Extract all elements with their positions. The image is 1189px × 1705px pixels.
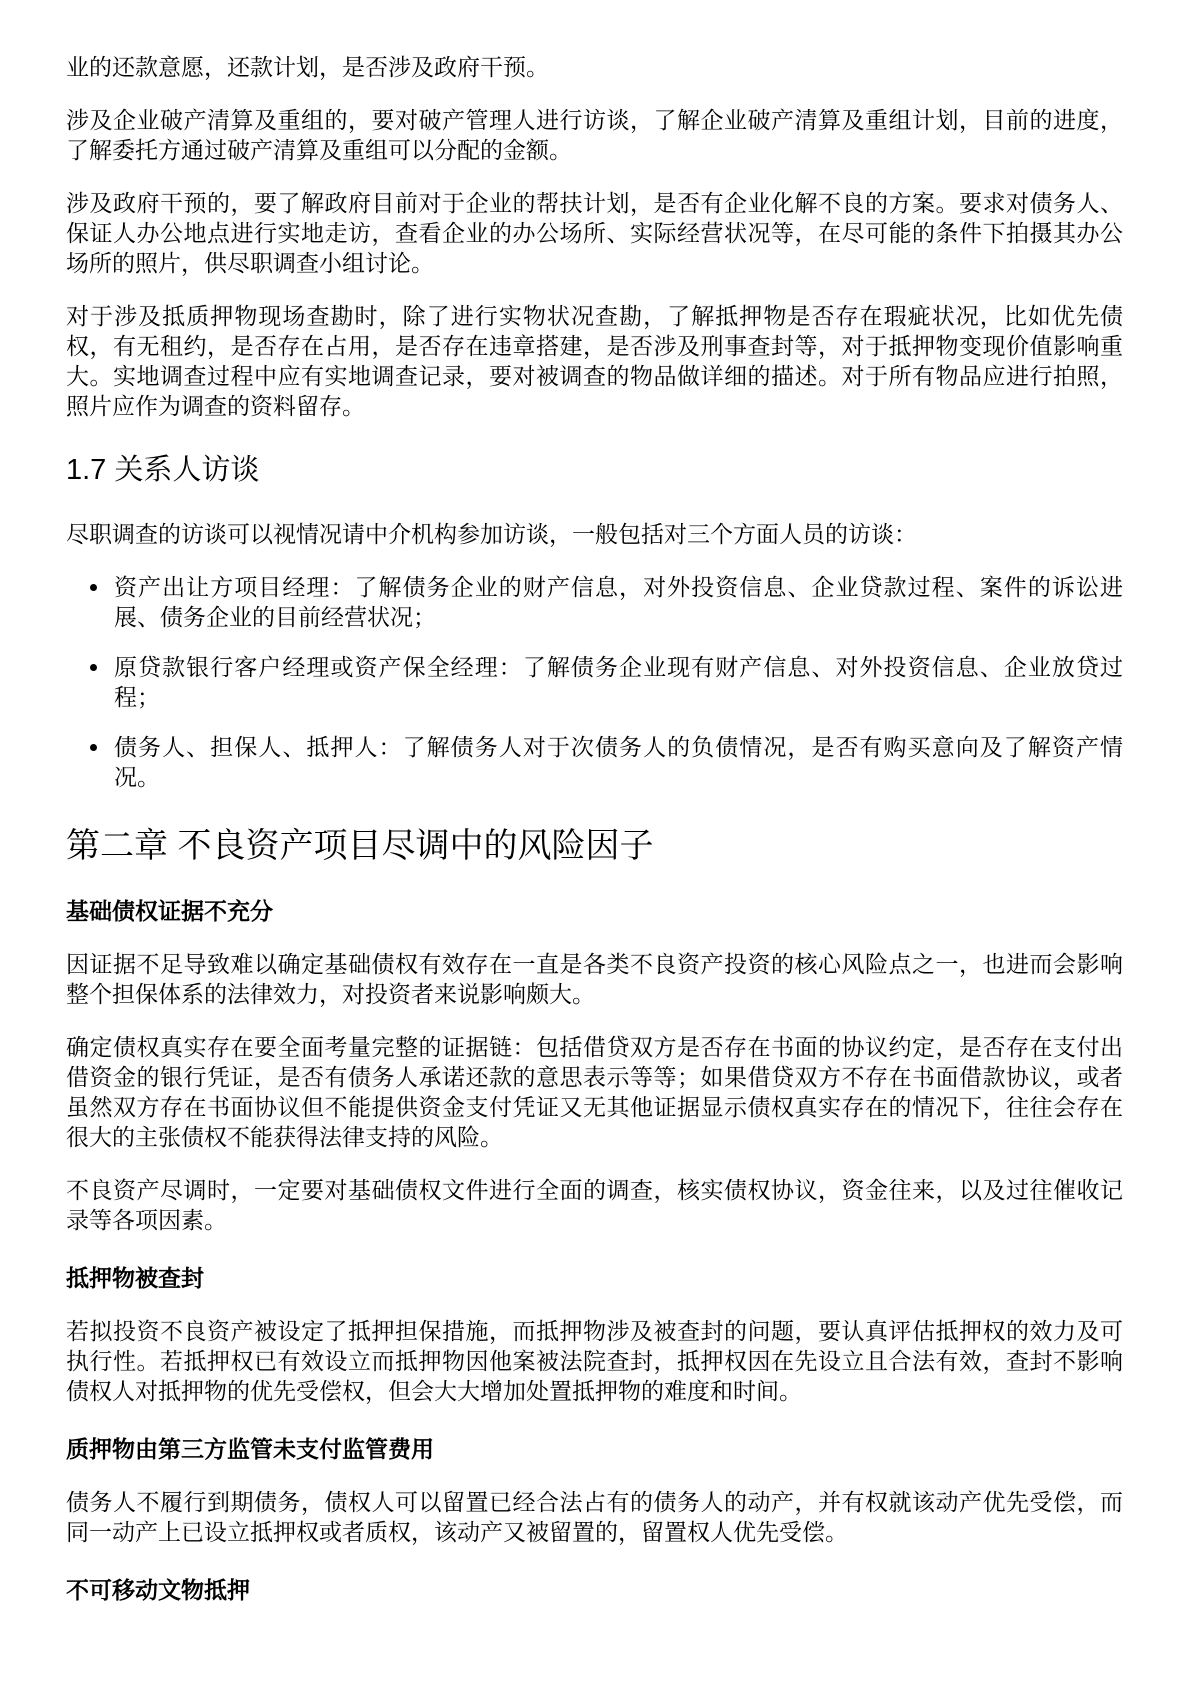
paragraph-risk3-lien-priority: 债务人不履行到期债务，债权人可以留置已经合法占有的债务人的动产，并有权就该动产优先受偿，而同一动产上已设立抵押权或者质权，该动产又被留置的，留置权人优先受偿。 [66, 1489, 1123, 1545]
paragraph-bankruptcy-restructuring: 涉及企业破产清算及重组的，要对破产管理人进行访谈，了解企业破产清算及重组计划，目前的进度，了解委托方通过破产清算及重组可以分配的金额。 [66, 107, 1123, 163]
risk-heading-pledge-custody-fee-unpaid: 质押物由第三方监管未支付监管费用 [66, 1436, 434, 1462]
risk-heading-collateral-seized: 抵押物被查封 [66, 1265, 204, 1291]
paragraph-risk1-due-diligence: 不良资产尽调时，一定要对基础债权文件进行全面的调查，核实债权协议，资金往来，以及过往催收记录等各项因素。 [66, 1177, 1123, 1233]
risk-heading-insufficient-claim-evidence: 基础债权证据不充分 [66, 898, 273, 924]
paragraph-collateral-site-survey: 对于涉及抵质押物现场查勘时，除了进行实物状况查勘，了解抵押物是否存在瑕疵状况，比如优先债权，有无租约，是否存在占用，是否存在违章搭建，是否涉及刑事查封等，对于抵押物变现价值影响重大。实地调查过程中应有实地调查记录，要对被调查的物品做详细的描述。对于所有物品应进行拍照，照片应作为调查的资料留存。 [66, 303, 1123, 419]
paragraph-risk1-evidence-chain: 确定债权真实存在要全面考量完整的证据链：包括借贷双方是否存在书面的协议约定，是否存在支付出借资金的银行凭证，是否有债务人承诺还款的意思表示等等；如果借贷双方不存在书面借款协议，或者虽然双方存在书面协议但不能提供资金支付凭证又无其他证据显示债权真实存在的情况下，往往会存在很大的主张债权不能获得法律支持的风险。 [66, 1034, 1123, 1150]
paragraph-interview-lead: 尽职调查的访谈可以视情况请中介机构参加访谈，一般包括对三个方面人员的访谈： [66, 521, 917, 547]
paragraph-risk1-impact: 因证据不足导致难以确定基础债权有效存在一直是各类不良资产投资的核心风险点之一，也进而会影响整个担保体系的法律效力，对投资者来说影响颇大。 [66, 951, 1123, 1007]
list-item-original-bank-manager: 原贷款银行客户经理或资产保全经理：了解债务企业现有财产信息、对外投资信息、企业放贷过程； [66, 652, 1123, 712]
list-item-asset-seller-pm: 资产出让方项目经理：了解债务企业的财产信息，对外投资信息、企业贷款过程、案件的诉讼进展、债务企业的目前经营状况； [66, 572, 1123, 632]
list-item-debtor-guarantor-mortgagor: 债务人、担保人、抵押人：了解债务人对于次债务人的负债情况，是否有购买意向及了解资产情况。 [66, 732, 1123, 792]
interviewee-list [66, 572, 1123, 792]
section-heading-1-7-related-party-interviews: 1.7 关系人访谈 [66, 454, 260, 486]
paragraph-risk2-seizure-effect: 若拟投资不良资产被设定了抵押担保措施，而抵押物涉及被查封的问题，要认真评估抵押权的效力及可执行性。若抵押权已有效设立而抵押物因他案被法院查封，抵押权因在先设立且合法有效，查封不影响债权人对抵押物的优先受偿权，但会大大增加处置抵押物的难度和时间。 [66, 1318, 1123, 1404]
paragraph-repayment-willingness: 业的还款意愿，还款计划，是否涉及政府干预。 [66, 54, 549, 80]
chapter-2-title: 第二章 不良资产项目尽调中的风险因子 [66, 827, 654, 865]
risk-heading-immovable-cultural-relic-mortgage: 不可移动文物抵押 [66, 1577, 250, 1603]
paragraph-government-intervention: 涉及政府干预的，要了解政府目前对于企业的帮扶计划，是否有企业化解不良的方案。要求对债务人、保证人办公地点进行实地走访，查看企业的办公场所、实际经营状况等，在尽可能的条件下拍摄其办公场所的照片，供尽职调查小组讨论。 [66, 190, 1123, 276]
